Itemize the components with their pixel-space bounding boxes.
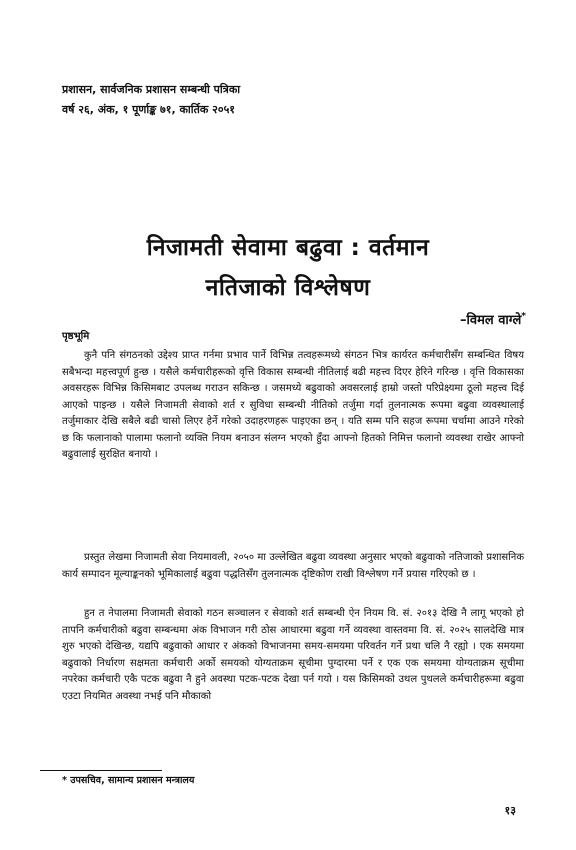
- author-name: –विमल वाग्ले: [460, 313, 522, 328]
- paragraph-2: प्रस्तुत लेखमा निजामती सेवा नियमावली, २०५० मा उल्लेखित बढुवा व्यवस्था अनुसार भएको बढुवाको नतिजाको प्रशासनिक कार्य सम्पादन मूल्याङ्कनको भूमिकालाई बढुवा पद्धतिसँग तुलनात्मक दृष्टिकोण राखी विश्लेषण गर्ने प्रयास गरिएको छ ।: [62, 552, 524, 580]
- article-title-line-2: नतिजाको विश्लेषण: [205, 275, 371, 301]
- paragraph-1: कुनै पनि संगठनको उद्देश्य प्राप्त गर्नमा प्रभाव पार्ने विभिन्न तत्वहरूमध्ये संगठन भित्र कार्यरत कर्मचारीसँग सम्बन्धित विषय सबैभन्दा महत्त्वपूर्ण हुन्छ । यसैले कर्मचारीहरूको वृत्ति विकास सम्बन्धी नीतिलाई बढी महत्त्व दिएर हेरिने गरिन्छ । वृत्ति विकासका अवसरहरू विभिन्न किसिमबाट उपलब्ध गराउन सकिन्छ । जसमध्ये बढुवाको अवसरलाई हाम्रो जस्तो परिप्रेक्ष्यमा ठूलो महत्त्व दिई आएको पाइन्छ । यसैले निजामती सेवाको शर्त र सुविधा सम्बन्धी नीतिको तर्जुमा गर्दा तुलनात्मक रूपमा बढुवा व्यवस्थालाई तर्जुमाकार देखि सबैले बढी चासो लिएर हेर्ने गरेको उदाहरणहरू पाइएका छन् । यति सम्म पनि सहज रूपमा चर्चामा आउने गरेको छ कि फलानाको पालामा फलानो व्यक्ति नियम बनाउन संलग्न भएको हुँदा आफ्नो हितको निमित्त फलानो व्यवस्था राखेर आफ्नो बढुवालाई सुरक्षित बनायो ।: [62, 350, 524, 460]
- journal-issue: वर्ष २६, अंक, १ पूर्णाङ्क ७१, कार्तिक २०५१: [62, 103, 236, 116]
- paragraph-3: हुन त नेपालमा निजामती सेवाको गठन सञ्चालन र सेवाको शर्त सम्बन्धी ऐन नियम वि. सं. २०१३ देखि नै लागू भएको हो तापनि कर्मचारीको बढुवा सम्बन्धमा अंक विभाजन गरी ठोस आधारमा बढुवा गर्ने व्यवस्था वास्तवमा वि. सं. २०२५ सालदेखि मात्र शुरु भएको देखिन्छ, यद्यपि बढुवाको आधार र अंकको विभाजनमा समय-समयमा परिवर्तन गर्ने प्रथा चलि नै रह्यो । एक समयमा बढुवाको निर्धारण सक्षमता कर्मचारी अर्को समयको योग्यताक्रम सूचीमा पुग्दारमा पर्ने र एक एक समयमा योग्यताक्रम सूचीमा नपरेका कर्मचारी एकै पटक बढुवा नै हुने अवस्था पटक-पटक देखा पर्न गयो । यस किसिमको उथल पुथलले कर्मचारीहरूमा बढुवा एउटा नियमित अवस्था नभई पनि मौकाको: [62, 608, 524, 702]
- author-byline: [460, 310, 526, 328]
- footnote-divider: [40, 770, 162, 771]
- footnote: * उपसचिव, सामान्य प्रशासन मन्त्रालय: [62, 775, 195, 786]
- page-number: १३: [504, 804, 516, 817]
- article-title-line-1: निजामती सेवामा बढुवा : वर्तमान: [146, 235, 430, 261]
- journal-name: प्रशासन, सार्वजनिक प्रशासन सम्बन्धी पत्रिका: [62, 83, 241, 96]
- author-footnote-mark: *: [521, 311, 526, 322]
- journal-header: [62, 80, 240, 120]
- section-heading: पृष्ठभूमि: [62, 331, 90, 342]
